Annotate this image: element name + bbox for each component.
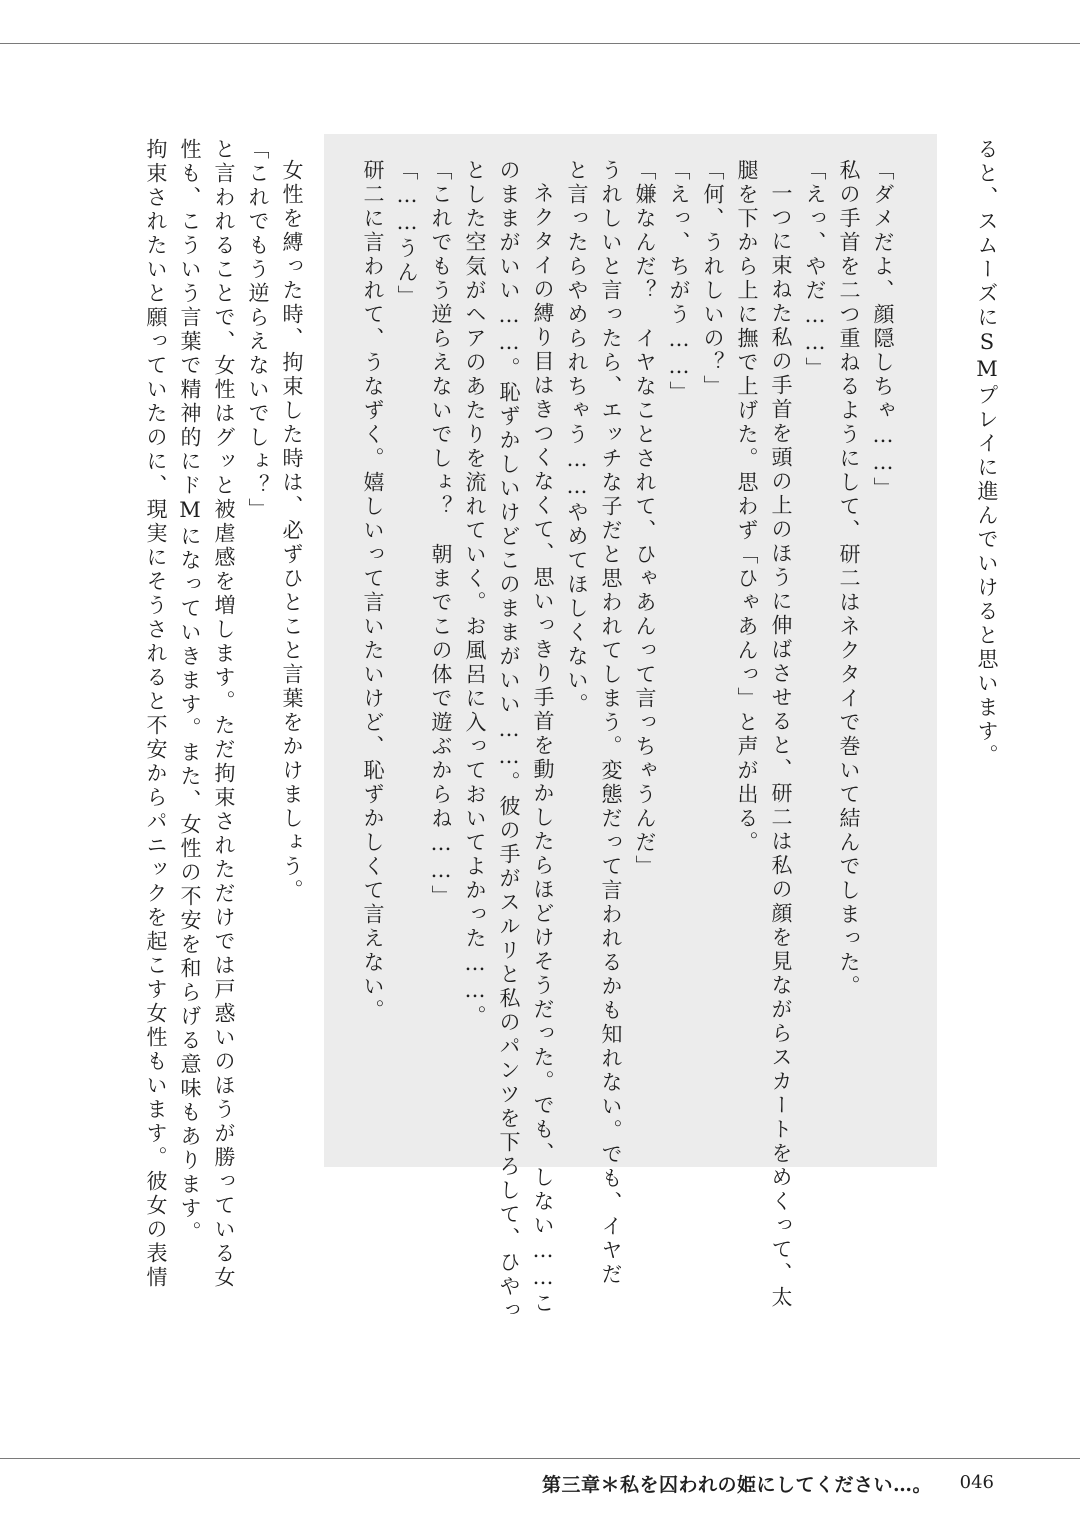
quote-line-10: と言ったらやめられちゃう……やめてほしくない。 <box>565 159 589 717</box>
body-line-3: と言われることで、女性はグッと被虐感を増します。ただ拘束されただけでは戸惑いのほうが勝っている女 <box>212 138 236 1290</box>
body-line-2: 「これでもう逆らえないでしょ？」 <box>246 138 270 522</box>
quote-line-3: 「えっ、やだ……」 <box>803 159 827 381</box>
quote-line-14: 「これでもう逆らえないでしょ？ 朝までこの体で遊ぶからね……」 <box>429 159 453 909</box>
body-line-1: 女性を縛った時、拘束した時は、必ずひとこと言葉をかけましょう。 <box>280 159 304 903</box>
quote-line-15: 「……うん」 <box>395 159 419 309</box>
quote-line-2: 私の手首を二つ重ねるようにして、研二はネクタイで巻いて結んでしまった。 <box>837 159 861 999</box>
quote-line-16: 研二に言われて、うなずく。嬉しいって言いたいけど、恥ずかしくて言えない。 <box>361 159 385 1023</box>
quote-line-1: 「ダメだよ、顔隠しちゃ……」 <box>871 159 895 501</box>
intro-line: ると、スムーズにSMプレイに進んでいけると思います。 <box>975 138 999 768</box>
quote-line-5: 腿を下から上に撫で上げた。思わず「ひゃあんっ」と声が出る。 <box>735 159 759 855</box>
quote-line-8: 「嫌なんだ？ イヤなことされて、ひゃあんって言っちゃうんだ」 <box>633 159 657 879</box>
quote-line-11: ネクタイの縛り目はきつくなくて、思いっきり手首を動かしたらほどけそうだった。でも、しない……こ <box>531 182 555 1316</box>
body-line-5: 拘束されたいと願っていたのに、現実にそうされると不安からパニックを起こす女性もいます。彼女の表情 <box>144 138 168 1290</box>
bottom-rule <box>0 1458 1080 1459</box>
top-rule <box>0 43 1080 44</box>
chapter-title: 第三章＊私を囚われの姫にしてください…。 <box>541 1474 932 1496</box>
quote-line-6: 「何、うれしいの？」 <box>701 159 725 399</box>
page-number: 046 <box>959 1472 994 1493</box>
quote-line-7: 「えっ、ちがう……」 <box>667 159 691 405</box>
quote-line-13: とした空気がヘアのあたりを流れていく。お風呂に入っておいてよかった……。 <box>463 159 487 1029</box>
body-line-4: 性も、こういう言葉で精神的にドMになっていきます。また、女性の不安を和らげる意味もあります。 <box>178 138 202 1245</box>
quote-line-9: うれしいと言ったら、エッチな子だと思われてしまう。変態だって言われるかも知れない。でも、イヤだ <box>599 159 623 1287</box>
quote-line-12: のままがいい……。恥ずかしいけどこのままがいい……。彼の手がスルリと私のパンツを下ろして、ひやっ <box>497 159 521 1323</box>
quote-line-4: 一つに束ねた私の手首を頭の上のほうに伸ばさせると、研二は私の顔を見ながらスカートをめくって、太 <box>769 182 793 1310</box>
